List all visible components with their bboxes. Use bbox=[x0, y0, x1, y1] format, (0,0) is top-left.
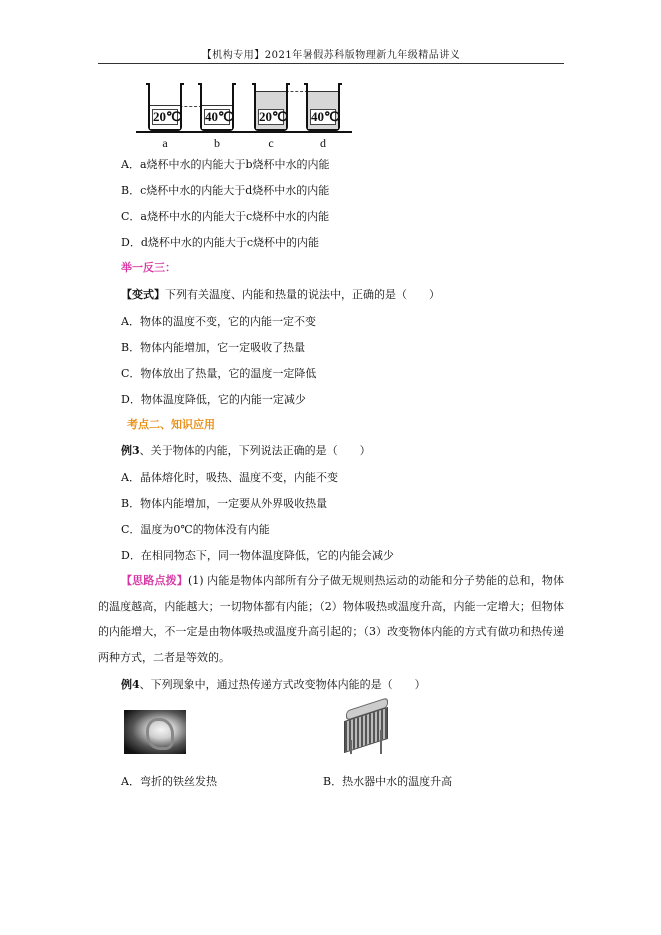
variant-tag: 【变式】 bbox=[121, 288, 165, 301]
variant-option-b: B．物体内能增加，它一定吸收了热量 bbox=[121, 341, 306, 354]
beaker-label: a bbox=[162, 136, 168, 150]
beaker-temp: 40℃ bbox=[205, 109, 233, 124]
beaker-a bbox=[148, 85, 182, 131]
variant-stem-text: 下列有关温度、内能和热量的说法中，正确的是（ ） bbox=[165, 288, 440, 301]
beaker-figure bbox=[130, 80, 352, 152]
bent-wire-photo bbox=[124, 710, 186, 754]
ex3-option-b: B．物体内能增加，一定要从外界吸收热量 bbox=[121, 497, 328, 510]
beaker-temp: 20℃ bbox=[259, 109, 287, 124]
hint-text: (1) 内能是物体内部所有分子做无规则热运动的动能和分子势能的总和，物体的温度越高，内能越大；一切物体都有内能；（2）物体吸热或温度升高，内能一定增大；但物体的内能增大，不一定是由物体吸热或温度升高引起的；（3）改变物体内能的方式有做功和热传递两种方式，二者是等效的。 bbox=[98, 574, 564, 664]
section-title: 举一反三： bbox=[121, 261, 176, 274]
variant-stem bbox=[121, 286, 440, 302]
q1-option-a: A．a烧杯中水的内能大于b烧杯中水的内能 bbox=[121, 158, 330, 171]
ex4-stem-text: 、下列现象中，通过热传递方式改变物体内能的是（ ） bbox=[139, 678, 426, 691]
ex4-option-b: B．热水器中水的温度升高 bbox=[323, 775, 453, 788]
q1-option-c: C．a烧杯中水的内能大于c烧杯中水的内能 bbox=[121, 210, 330, 223]
solar-water-heater-image bbox=[340, 700, 390, 756]
ex4-option-a: A．弯折的铁丝发热 bbox=[121, 775, 217, 788]
table-surface bbox=[136, 131, 352, 133]
hint-tag: 【思路点拨】 bbox=[121, 574, 188, 587]
beaker-b bbox=[200, 85, 234, 131]
kaodian-title: 考点二、知识应用 bbox=[127, 418, 215, 431]
hint-paragraph bbox=[98, 568, 564, 670]
q1-option-b: B．c烧杯中水的内能大于d烧杯中水的内能 bbox=[121, 184, 330, 197]
ex3-stem-text: 、关于物体的内能，下列说法正确的是（ ） bbox=[139, 444, 371, 457]
variant-option-d: D．物体温度降低，它的内能一定减少 bbox=[121, 393, 306, 406]
ex3-option-d: D．在相同物态下，同一物体温度降低，它的内能会减少 bbox=[121, 549, 394, 562]
variant-option-a: A．物体的温度不变，它的内能一定不变 bbox=[121, 315, 316, 328]
ex3-option-a: A．晶体熔化时，吸热、温度不变，内能不变 bbox=[121, 471, 338, 484]
beaker-label: c bbox=[268, 136, 274, 150]
variant-option-c: C．物体放出了热量，它的温度一定降低 bbox=[121, 367, 317, 380]
ex4-stem bbox=[121, 676, 426, 692]
ex3-label: 例3 bbox=[121, 444, 140, 457]
ex3-stem bbox=[121, 442, 371, 458]
beaker-temp: 40℃ bbox=[311, 109, 339, 124]
beaker-label: b bbox=[214, 136, 220, 150]
beaker-d bbox=[306, 85, 340, 131]
ex3-option-c: C．温度为0℃的物体没有内能 bbox=[121, 523, 270, 536]
page-header: 【机构专用】2021年暑假苏科版物理新九年级精品讲义 bbox=[98, 46, 564, 64]
beaker-temp: 20℃ bbox=[153, 109, 181, 124]
q1-option-d: D．d烧杯中水的内能大于c烧杯中的内能 bbox=[121, 236, 320, 249]
ex4-label: 例4 bbox=[121, 678, 140, 691]
beaker-c bbox=[254, 85, 288, 131]
beaker-label: d bbox=[320, 136, 326, 150]
